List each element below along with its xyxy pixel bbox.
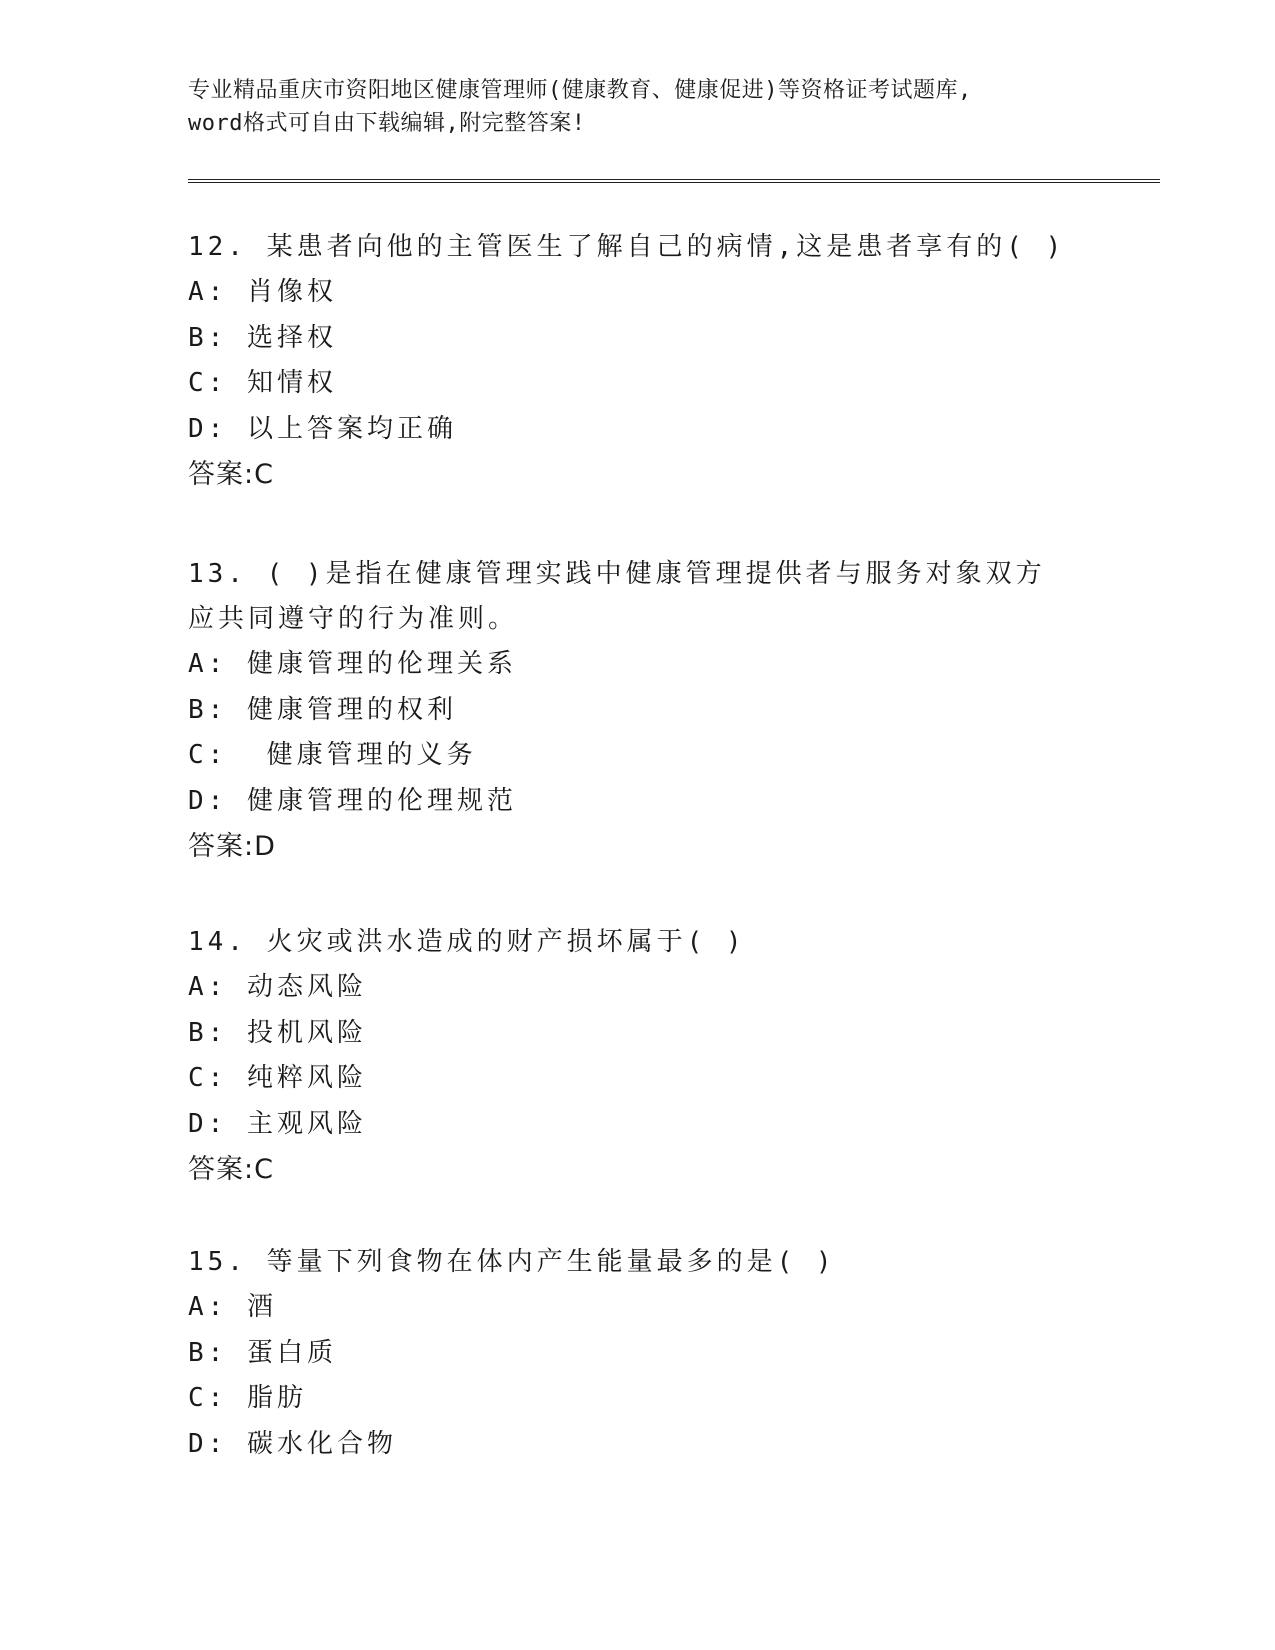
document-header	[188, 74, 1068, 140]
answer: 答案:D	[188, 831, 276, 862]
question-12	[188, 225, 1088, 497]
question-stem: 12. 某患者向他的主管医生了解自己的病情,这是患者享有的( )	[188, 232, 1066, 262]
question-13	[188, 552, 1058, 869]
question-stem: 14. 火灾或洪水造成的财产损坏属于( )	[188, 927, 746, 957]
option-a: A: 酒	[188, 1292, 277, 1322]
header-line-1: 专业精品重庆市资阳地区健康管理师(健康教育、健康促进)等资格证考试题库,	[188, 78, 972, 103]
answer: 答案:C	[188, 1154, 274, 1185]
option-a: A: 动态风险	[188, 972, 367, 1002]
option-c: C: 脂肪	[188, 1383, 307, 1413]
question-stem: 15. 等量下列食物在体内产生能量最多的是( )	[188, 1247, 836, 1277]
option-d: D: 健康管理的伦理规范	[188, 785, 517, 816]
option-b: B: 选择权	[188, 322, 337, 353]
option-c: C: 纯粹风险	[188, 1063, 367, 1093]
option-d: D: 以上答案均正确	[188, 413, 457, 444]
header-divider	[188, 179, 1160, 183]
question-stem: 13. ( )是指在健康管理实践中健康管理提供者与服务对象双方应共同遵守的行为准则。	[188, 559, 1046, 634]
option-d: D: 主观风险	[188, 1108, 367, 1139]
option-b: B: 投机风险	[188, 1017, 367, 1048]
question-15	[188, 1240, 1088, 1467]
option-b: B: 蛋白质	[188, 1337, 337, 1368]
header-line-2: word格式可自由下载编辑,附完整答案!	[188, 111, 586, 136]
option-a: A: 肖像权	[188, 277, 337, 307]
option-d: D: 碳水化合物	[188, 1428, 397, 1459]
option-b: B: 健康管理的权利	[188, 694, 457, 725]
option-c: C: 知情权	[188, 368, 337, 398]
option-a: A: 健康管理的伦理关系	[188, 649, 517, 679]
question-14	[188, 920, 1088, 1192]
option-c: C: 健康管理的义务	[188, 740, 477, 770]
answer: 答案:C	[188, 459, 274, 490]
